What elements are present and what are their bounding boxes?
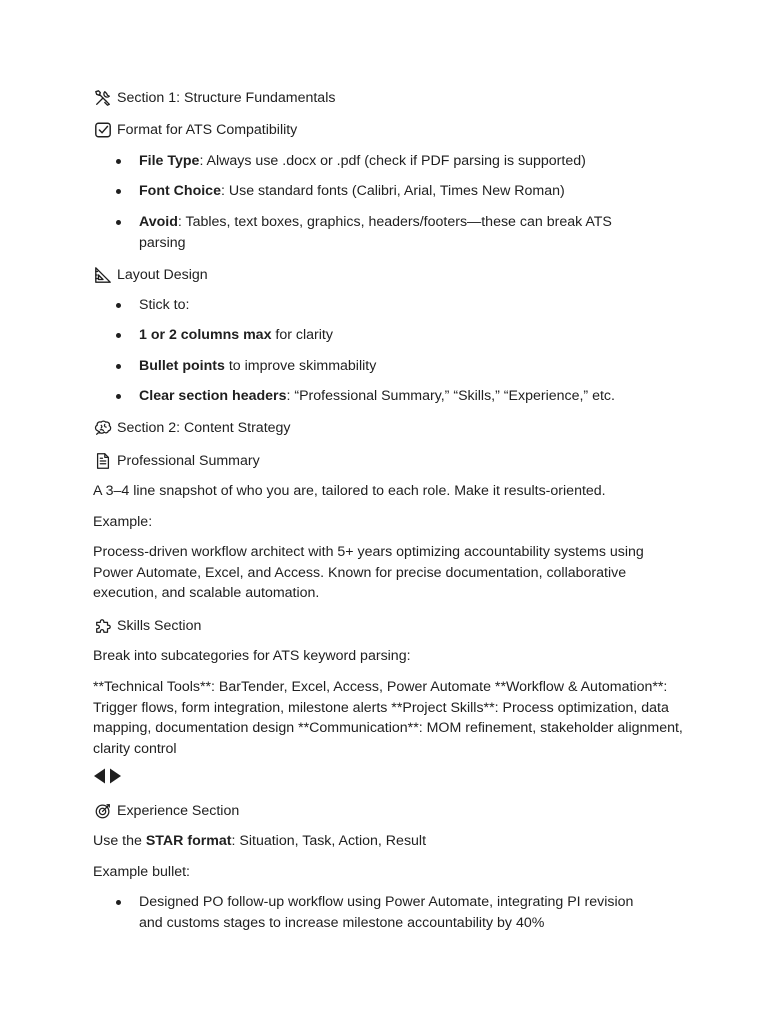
skills-heading — [93, 616, 683, 637]
section1-heading — [93, 88, 683, 109]
list-item — [115, 151, 675, 172]
item-bold: Bullet points — [139, 358, 225, 374]
ats-heading — [93, 120, 683, 141]
item-text: Designed PO follow-up workflow using Power Automate, integrating PI revision and customs stages to increase milestone accountability by 40% — [139, 894, 634, 931]
star-rest: : Situation, Task, Action, Result — [231, 833, 427, 849]
summary-title: Professional Summary — [117, 453, 260, 469]
summary-example: Process-driven workflow architect with 5+ years optimizing accountability systems using Power Automate, Excel, and Access. Known for precise documentation, collaborative execution, and scalable automation. — [93, 544, 644, 601]
layout-heading — [93, 265, 683, 286]
puzzle-icon — [93, 617, 112, 636]
skills-body: **Technical Tools**: BarTender, Excel, Access, Power Automate **Workflow & Automation**: Trigger flows, form integration, milestone alerts **Project Skills**: Process optimization, data mapping, documentation design **Communication**: MOM refinement, stakeholder alignment, clarity control — [93, 679, 683, 757]
item-text: : Use standard fonts (Calibri, Arial, Times New Roman) — [220, 183, 565, 199]
checkbox-icon — [93, 121, 112, 140]
item-text: Stick to: — [139, 297, 190, 313]
layout-title: Layout Design — [117, 267, 208, 283]
experience-title: Experience Section — [117, 803, 240, 819]
item-text: : Always use .docx or .pdf (check if PDF parsing is supported) — [199, 153, 586, 169]
list-item — [115, 325, 675, 346]
experience-example-label: Example bullet: — [93, 864, 190, 880]
list-item — [115, 212, 645, 253]
star-bold: STAR format — [145, 833, 232, 849]
list-item — [115, 892, 660, 933]
ruler-triangle-icon — [93, 266, 112, 285]
summary-intro: A 3–4 line snapshot of who you are, tailored to each role. Make it results-oriented. — [93, 483, 606, 499]
section2-title: Section 2: Content Strategy — [117, 420, 291, 436]
experience-heading — [93, 801, 683, 822]
target-icon — [93, 802, 112, 821]
list-item — [115, 386, 675, 407]
item-bold: File Type — [139, 153, 200, 169]
left-right-arrows-icon — [93, 767, 125, 785]
list-item — [115, 181, 675, 202]
item-text: : “Professional Summary,” “Skills,” “Experience,” etc. — [286, 388, 615, 404]
document-icon — [93, 452, 112, 471]
skills-title: Skills Section — [117, 618, 202, 634]
item-text: : Tables, text boxes, graphics, headers/footers—these can break ATS parsing — [139, 214, 612, 251]
item-text: for clarity — [271, 327, 333, 343]
list-item — [115, 356, 675, 377]
item-bold: Font Choice — [139, 183, 221, 199]
tools-icon — [93, 89, 112, 108]
section1-title: Section 1: Structure Fundamentals — [117, 90, 336, 106]
ats-title: Format for ATS Compatibility — [117, 122, 298, 138]
brain-icon — [93, 419, 112, 438]
star-prefix: Use the — [93, 833, 146, 849]
item-bold: Avoid — [139, 214, 178, 230]
skills-intro: Break into subcategories for ATS keyword parsing: — [93, 648, 411, 664]
list-item — [115, 295, 675, 316]
section2-heading — [93, 418, 683, 439]
star-format-line — [93, 831, 683, 852]
item-bold: Clear section headers — [139, 388, 287, 404]
summary-heading — [93, 451, 683, 472]
item-text: to improve skimmability — [224, 358, 377, 374]
item-bold: 1 or 2 columns max — [139, 327, 272, 343]
summary-example-label: Example: — [93, 514, 153, 530]
